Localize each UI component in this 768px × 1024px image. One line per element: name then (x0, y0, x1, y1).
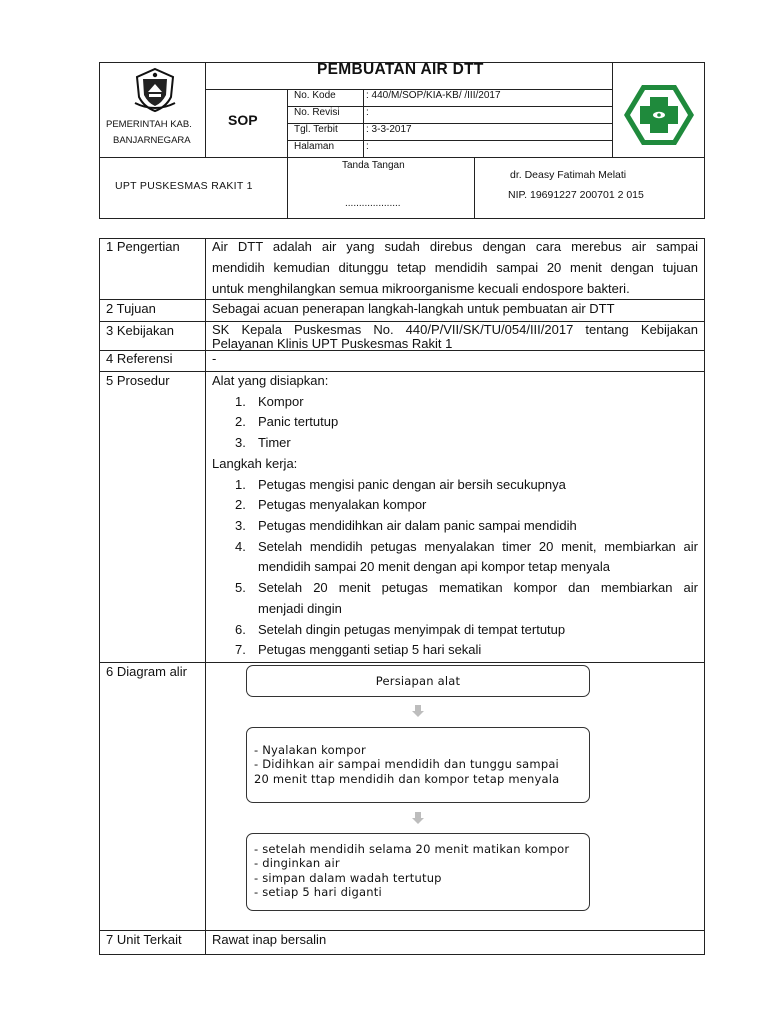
label-referensi: 4 Referensi (106, 351, 173, 366)
flow-step-2-line-1: - Nyalakan kompor (254, 743, 366, 757)
flow-step-3-line-2: - dinginkan air (254, 856, 340, 870)
alat-item-1: Kompor (258, 394, 304, 409)
flow-step-1-text: Persiapan alat (375, 674, 461, 688)
alat-heading: Alat yang disiapkan: (212, 373, 329, 388)
alat-item-2: Panic tertutup (258, 414, 339, 429)
meta-value-kode: : 440/M/SOP/KIA-KB/ /III/2017 (366, 90, 501, 101)
langkah-num-3: 3. (235, 518, 246, 533)
langkah-text-2: Petugas menyalakan kompor (258, 497, 427, 512)
puskesmas-logo (622, 83, 696, 147)
alat-num-2: 2. (235, 414, 246, 429)
meta-label-terbit: Tgl. Terbit (294, 124, 338, 135)
meta-label-revisi: No. Revisi (294, 107, 340, 118)
alat-num-1: 1. (235, 394, 246, 409)
flow-step-3-line-3: - simpan dalam wadah tertutup (254, 871, 442, 885)
label-unit-terkait: 7 Unit Terkait (106, 932, 182, 947)
langkah-num-2: 2. (235, 497, 246, 512)
langkah-num-1: 1. (235, 477, 246, 492)
flow-step-2 (246, 727, 590, 803)
flow-step-3 (246, 833, 590, 911)
flow-step-2-line-2: - Didihkan air sampai mendidih dan tunggu sampai (254, 757, 559, 771)
label-prosedur: 5 Prosedur (106, 373, 170, 388)
org-name-line-2: BANJARNEGARA (113, 135, 191, 146)
org-name-line-1: PEMERINTAH KAB. (106, 119, 192, 130)
meta-value-halaman: : (366, 141, 369, 152)
langkah-text-6: Setelah dingin petugas menyimpak di tempat tertutup (258, 622, 566, 637)
flow-arrow-down-icon (411, 811, 425, 825)
meta-value-terbit: : 3-3-2017 (366, 124, 412, 135)
referensi-text: - (212, 351, 217, 366)
langkah-num-7: 7. (235, 642, 246, 657)
meta-label-kode: No. Kode (294, 90, 336, 101)
flow-step-3-line-1: - setelah mendidih selama 20 menit matikan kompor (254, 842, 570, 856)
flow-step-2-line-3: 20 menit ttap mendidih dan kompor tetap menyala (254, 772, 560, 786)
kebijakan-line-2: Pelayanan Klinis UPT Puskesmas Rakit 1 (212, 336, 453, 351)
langkah-num-4: 4. (235, 539, 246, 554)
signature-dots: .................... (345, 198, 401, 209)
label-kebijakan: 3 Kebijakan (106, 323, 174, 338)
langkah-heading: Langkah kerja: (212, 456, 298, 471)
unit-name: UPT PUSKESMAS RAKIT 1 (115, 180, 253, 192)
unit-terkait-text: Rawat inap bersalin (212, 932, 327, 947)
page-title: PEMBUATAN AIR DTT (317, 61, 484, 78)
label-tujuan: 2 Tujuan (106, 301, 156, 316)
tujuan-text: Sebagai acuan penerapan langkah-langkah untuk pembuatan air DTT (212, 301, 615, 316)
flow-arrow-down-icon (411, 704, 425, 718)
langkah-text-4a: Setelah mendidih petugas menyalakan timer 20 menit, membiarkan air (258, 539, 698, 554)
signature-label: Tanda Tangan (342, 160, 405, 171)
signer-nip: NIP. 19691227 200701 2 015 (508, 189, 644, 201)
kebijakan-line-1: SK Kepala Puskesmas No. 440/P/VII/SK/TU/054/III/2017 tentang Kebijakan (212, 322, 698, 337)
label-pengertian: 1 Pengertian (106, 239, 180, 254)
langkah-text-5a: Setelah 20 menit petugas mematikan kompor dan membiarkan air (258, 580, 698, 595)
alat-num-3: 3. (235, 435, 246, 450)
sop-label: SOP (228, 112, 258, 128)
meta-label-halaman: Halaman (294, 141, 335, 152)
langkah-text-1: Petugas mengisi panic dengan air bersih secukupnya (258, 477, 566, 492)
flow-step-3-line-4: - setiap 5 hari diganti (254, 885, 382, 899)
langkah-text-7: Petugas mengganti setiap 5 hari sekali (258, 642, 482, 657)
langkah-text-5b: menjadi dingin (258, 601, 342, 616)
pengertian-line-3: untuk menghilangkan semua mikroorganisme kecuali endospore bakteri. (212, 281, 630, 296)
langkah-num-5: 5. (235, 580, 246, 595)
pengertian-line-1: Air DTT adalah air yang sudah direbus dengan cara merebus air sampai (212, 239, 698, 254)
langkah-text-3: Petugas mendidihkan air dalam panic sampai mendidih (258, 518, 577, 533)
meta-value-revisi: : (366, 107, 369, 118)
langkah-num-6: 6. (235, 622, 246, 637)
pengertian-line-2: mendidih kemudian ditunggu tetap mendidih sampai 20 menit dengan tujuan (212, 260, 698, 275)
langkah-text-4b: mendidih sampai 20 menit dengan api kompor tetap menyala (258, 559, 610, 574)
flow-step-1 (246, 665, 590, 697)
label-diagram: 6 Diagram alir (106, 664, 187, 679)
signer-name: dr. Deasy Fatimah Melati (510, 169, 627, 181)
regency-emblem-logo (132, 67, 178, 113)
alat-item-3: Timer (258, 435, 291, 450)
